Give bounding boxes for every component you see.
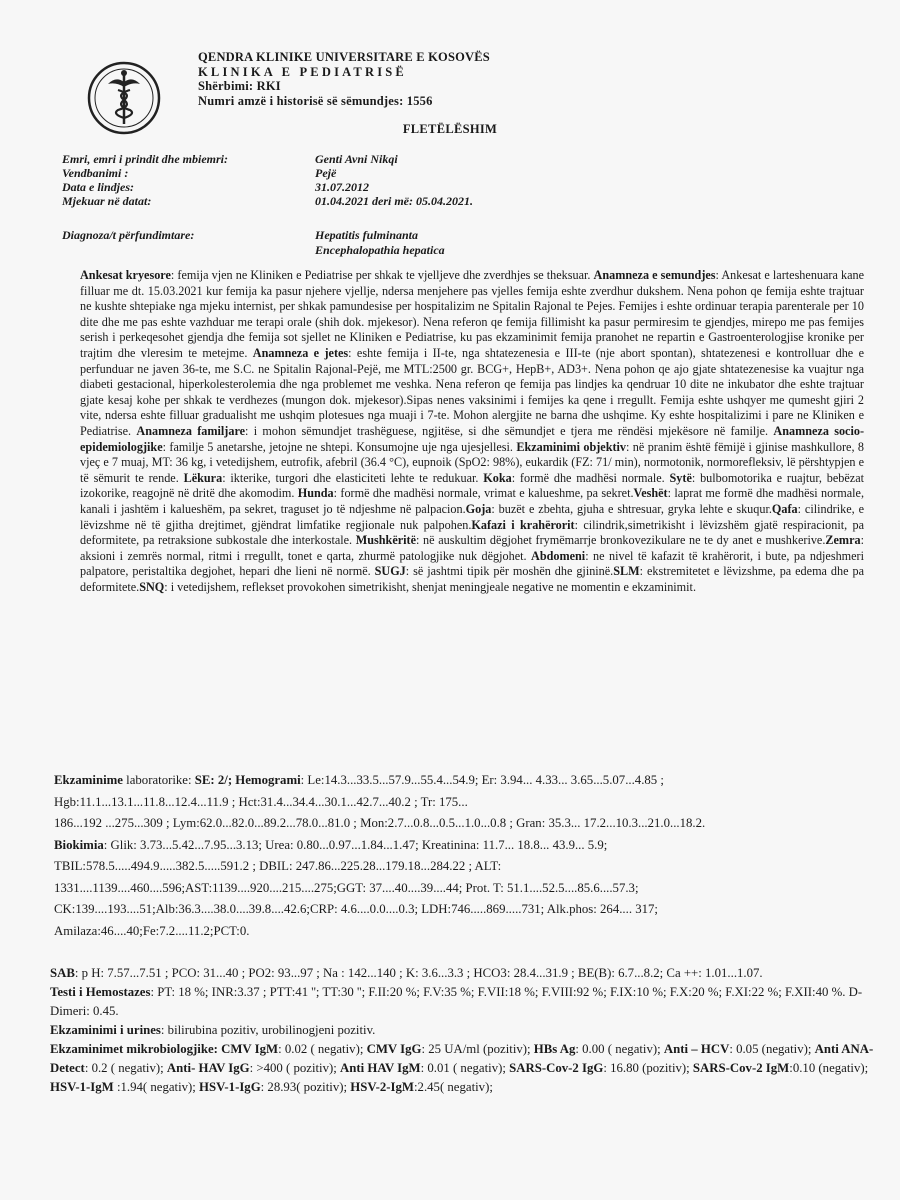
result-label: Testi i Hemostazes (50, 985, 151, 999)
section-text: : formë dhe madhësi normale. (511, 470, 670, 485)
section-heading: Zemra (825, 533, 861, 548)
result-label: HBs Ag (533, 1042, 576, 1056)
result-value: CK:139....193....51;Alb:36.3....38.0....39.8....42.6;CRP: 4.6....0.0....0.3; LDH:746.....869.....731; Alk.phos: 264.... 317; (54, 902, 658, 916)
section-heading: Koka (483, 470, 512, 485)
result-label: Ekzaminimi i urines (50, 1023, 161, 1037)
result-line (50, 964, 874, 983)
result-value: : Le:14.3...33.5...57.9...55.4...54.9; Er: 3.94... 4.33... 3.65...5.07...4.85 ; (300, 773, 664, 787)
section-heading: SLM (613, 564, 640, 579)
result-label: HSV-2-IgM (350, 1080, 414, 1094)
result-label: SARS-Cov-2 IgG (509, 1061, 604, 1075)
result-value: laboratorike: (122, 773, 195, 787)
result-label: Biokimia (54, 837, 104, 852)
patient-label: Emri, emri i prindit dhe mbiemri: (62, 152, 229, 166)
section-text: : eshte femija i II-te, nga shtatezenesia e III-te (nje abort spontan), shtatezenesi e kontrolluar dhe e perfunduar ne javen 36-te, me S.C. ne Spitalin Rajonal-Pejë, me MTL:2500 gr. BCG+, HepB+, AD3+. Nena pohon qe ajo gjate shtatezenesise ka vuajtur nga diabeti gestacional, hiperkolesterolemia dhe nga problemet me veshka. Nena referon qe femija pas lindjes ka qendruar 10 dite ne inkubator dhe eshte trajtuar gjate kesaj kohe per shkak te verdhezes (mungon dok. mjekesor).Sipas nenes vaksinimi i femijes ka qene i rregullt. Femija eshte ushqyer me qumesht gjiri 2 vite, ndersa eshte filluar gradualisht me ushqim plotesues nga muaji i 7-te. Mohon alergjite ne barna dhe ushqime. Ky eshte hospitalizimi i pare ne Kliniken e Pediatrise. (80, 345, 865, 438)
section-heading: Anamneza e jetes (252, 345, 349, 360)
section-text: : aksioni i zemrës normal, ritmi i rregullt, tonet e qarta, zhurmë patologjike nuk dëgjohet. (80, 533, 864, 563)
section-text: : cilindrik,simetrikisht i lëvizshëm gjatë respiracionit, pa deformitete, pa retraksione subkostale dhe interkostale. (80, 517, 864, 548)
result-label: Anti- HAV IgG (166, 1061, 250, 1075)
result-label: HSV-1-IgG (199, 1080, 261, 1094)
result-line (54, 899, 864, 921)
result-value: : p H: 7.57...7.51 ; PCO: 31...40 ; PO2: 93...97 ; Na : 142...140 ; K: 3.6...3.3 ; HCO3: 28.4...31.9 ; BE(B): 6.7...8.2; Ca ++: 1.01...1.07. (74, 966, 763, 980)
diagnosis-label: Diagnoza/t përfundimtare: (62, 228, 195, 242)
section-text: : bulbomotorika e ruajtur, bebëzat izokorike, reagojnë në dritë dhe akomodim. (80, 470, 864, 501)
result-line (54, 813, 864, 835)
result-value: :2.45( negativ); (414, 1080, 493, 1094)
diagnosis-section (62, 228, 445, 258)
result-value: : 28.93( pozitiv); (260, 1080, 351, 1094)
result-label: CMV IgG (366, 1042, 422, 1056)
section-heading: Qafa (771, 501, 798, 516)
patient-value: Genti Avni Nikqi (315, 152, 398, 166)
patient-row (62, 166, 473, 180)
header-line-4: Numri amzë i historisë së sëmundjes: 1556 (198, 93, 433, 108)
section-heading: Veshët (633, 486, 668, 501)
result-label: Ekzaminimet mikrobiologjike: CMV IgM (50, 1042, 279, 1056)
patient-label: Vendbanimi : (62, 166, 129, 180)
result-value: : Glik: 3.73...5.42...7.95...3.13; Urea: 0.80...0.97...1.84...1.47; Kreatinina: 11.7... 18.8... 43.9... 5.9; (103, 837, 608, 852)
diagnosis-item: Encephalopathia hepatica (315, 243, 445, 257)
section-text: : ne nivel të kafazit të krahërorit, i bute, pa ndjeshmeri palpatore, peristaltika degjohet, hepari dhe lieni në normë. (80, 548, 865, 579)
section-text: : ekstremitetet e lëvizshme, pa edema dhe pa deformitete. (80, 564, 864, 594)
section-text: : femija vjen ne Kliniken e Pediatrise per shkak te vjelljeve dhe zverdhjes se theksuar. (170, 268, 594, 282)
section-text: : ikterike, turgori dhe elasticiteti lehte te redukuar. (222, 470, 484, 485)
result-label: Anti ANA-Detect (50, 1042, 874, 1075)
laboratory-results (54, 770, 864, 942)
result-value: : PT: 18 %; INR:3.37 ; PTT:41 ''; TT:30 ''; F.II:20 %; F.V:35 %; F.VII:18 %; F.VIII:92 %; F.IX:10 %; F.X:20 %; F.XI:22 %; F.XII:40 %. D-Dimeri: 0.45. (50, 985, 863, 1018)
result-label: SAB (50, 966, 75, 980)
header-line-1: QENDRA KLINIKE UNIVERSITARE E KOSOVËS (198, 50, 490, 64)
patient-label: Data e lindjes: (62, 180, 134, 194)
result-line (54, 770, 864, 792)
result-value: : 0.00 ( negativ); (575, 1042, 664, 1056)
section-heading: Anamneza familjare (136, 423, 246, 438)
section-text: : Ankesat e larteshenuara kane filluar me dt. 15.03.2021 kur femija ka pasur njehere vjellje, ndersa menjehere pas vjelles femija eshte zverdhur dukshem. Nena pohon qe femija eshte trajtuar ne kushte shtepiake nga mjeku internist, per shkak pamundesise per hospitalizim ne Spitalin Rajonal te Pejes. Femijes i eshte ordinuar terapia parenterale per 10 dite dhe me pas eshte vazhduar me terapi orale (shih dok. mjekesor). Nena referon qe femija fillimisht ka pasur permiresim te gjendjes, mirepo me pas femijes serish i perkeqesohet gjendja dhe femija sot sjellet ne Kliniken e Pediatrise, ku pas ekzaminimit femija pranohet ne repartin e Gastroenterologjise kronike per trajtim dhe vleresim te metejme. (80, 268, 864, 360)
section-text: : i mohon sëmundjet trashëguese, ngjitëse, si dhe sëmundjet e tjera me rëndësi mjekësore në familje. (245, 423, 774, 438)
result-label: HSV-1-IgM (50, 1080, 114, 1094)
header-line-3: Shërbimi: RKI (198, 79, 281, 93)
result-line (50, 1040, 874, 1097)
document-title: FLETËLËSHIM (402, 122, 498, 136)
section-heading: Sytë (669, 470, 692, 485)
result-label: SARS-Cov-2 IgM (692, 1061, 790, 1075)
result-value: Hgb:11.1...13.1...11.8...12.4...11.9 ; Hct:31.4...34.4...30.1...42.7...40.2 ; Tr: 175... (54, 794, 468, 809)
header-line-2: KLINIKA E PEDIATRISË (198, 64, 407, 79)
section-heading: Kafazi i krahërorit (471, 517, 575, 532)
patient-label: Mjekuar në datat: (62, 194, 152, 208)
section-text: : buzët e zbehta, gjuha e shtresuar, gryka lehte e skuqur. (491, 501, 772, 516)
clinical-narrative (80, 268, 864, 595)
patient-value: Pejë (315, 166, 337, 180)
section-heading: Anamneza e semundjes (593, 268, 716, 282)
result-value: : 16.80 (pozitiv); (603, 1061, 693, 1075)
section-text: : laprat me formë dhe madhësi normale, kanali i jashtëm i kalueshëm, pa sekret, traguset jo të ndjeshme në palpacion. (80, 486, 865, 516)
result-line (54, 792, 864, 814)
result-value: : bilirubina pozitiv, urobilinogjeni pozitiv. (160, 1023, 376, 1037)
result-value: : 0.2 ( negativ); (84, 1061, 167, 1075)
section-heading: Goja (465, 501, 492, 516)
result-label: SE: 2/; Hemogrami (194, 773, 301, 787)
patient-row (62, 152, 473, 166)
result-label: Anti HAV IgM (340, 1061, 421, 1075)
section-heading: Ankesat kryesore (80, 268, 171, 282)
section-heading: Mushkëritë (355, 533, 416, 548)
patient-value: 31.07.2012 (315, 180, 369, 194)
result-value: : 25 UA/ml (pozitiv); (421, 1042, 534, 1056)
section-text: : formë dhe madhësi normale, vrimat e kalueshme, pa sekret. (333, 486, 634, 501)
result-line (54, 835, 864, 857)
section-heading: SNQ (139, 579, 165, 594)
result-label: Ekzaminime (54, 773, 123, 787)
result-value: : >400 ( pozitiv); (249, 1061, 341, 1075)
section-heading: Lëkura (183, 470, 223, 485)
additional-tests (50, 964, 874, 1097)
result-line (54, 856, 864, 878)
section-heading: SUGJ (374, 564, 406, 579)
result-line (54, 921, 864, 943)
result-value: 1331....1139....460....596;AST:1139....920....215....275;GGT: 37....40....39....44; Prot. T: 51.1....52.5....85.6....57.3; (54, 880, 639, 895)
section-heading: Hunda (297, 486, 334, 501)
section-text: : i vetedijshem, reflekset provokohen simetrikisht, shenjat meningjeale negative ne momentin e ekzaminimit. (164, 579, 696, 594)
result-value: TBIL:578.5.....494.9.....382.5.....591.2 ; DBIL: 247.86...225.28...179.18...284.22 ; ALT: (54, 859, 502, 873)
section-text: : në pranim është fëmijë i gjinise mashkullore, 8 vjeç e 7 muaj, MT: 36 kg, i vetedijshem, eutrofik, afebril (36.4 °C), eupnoik (SpO2: 98%), eukardik (FZ: 71/ min), normotonik, normorefleksiv, lë përshtypjen e të sëmurit te rende. (80, 439, 864, 485)
result-label: Anti – HCV (663, 1042, 730, 1056)
patient-row (62, 194, 473, 208)
section-text: : në auskultim dëgjohet frymëmarrje bronkovezikulare ne te dy anet e mushkerive. (416, 533, 826, 548)
section-text: : cilindrike, e lëvizshme në të gjitha drejtimet, gjëndrat limfatike regjionale nuk palpohen. (80, 501, 864, 532)
section-text: : së jashtmi tipik për moshën dhe gjininë. (405, 564, 614, 579)
section-heading: Abdomeni (531, 548, 586, 563)
section-text: : familje 5 anetarshe, jetojne ne shtepi. Konsumojne uje nga ujesjellesi. (162, 439, 517, 454)
result-value: Amilaza:46....40;Fe:7.2....11.2;PCT:0. (54, 923, 250, 938)
result-value: : 0.05 (negativ); (729, 1042, 815, 1056)
result-value: : 0.01 ( negativ); (420, 1061, 510, 1075)
result-value: : 0.02 ( negativ); (278, 1042, 367, 1056)
diagnosis-item: Hepatitis fulminanta (315, 228, 419, 242)
patient-info (62, 152, 473, 208)
result-line (50, 1021, 874, 1040)
patient-row (62, 180, 473, 194)
result-value: :1.94( negativ); (113, 1080, 200, 1094)
result-line (54, 878, 864, 900)
patient-value: 01.04.2021 deri më: 05.04.2021. (315, 194, 473, 208)
result-value: 186...192 ...275...309 ; Lym:62.0...82.0...89.2...78.0...81.0 ; Mon:2.7...0.8...0.5...1.0...0.8 ; Gran: 35.3... 17.2...10.3...21.0...18.2. (54, 816, 706, 830)
institution-header (198, 50, 490, 108)
result-value: :0.10 (negativ); (789, 1061, 869, 1075)
result-line (50, 983, 874, 1021)
section-heading: Ekzaminimi objektiv (516, 439, 627, 454)
section-heading: Anamneza socio-epidemiologjike (80, 423, 864, 454)
